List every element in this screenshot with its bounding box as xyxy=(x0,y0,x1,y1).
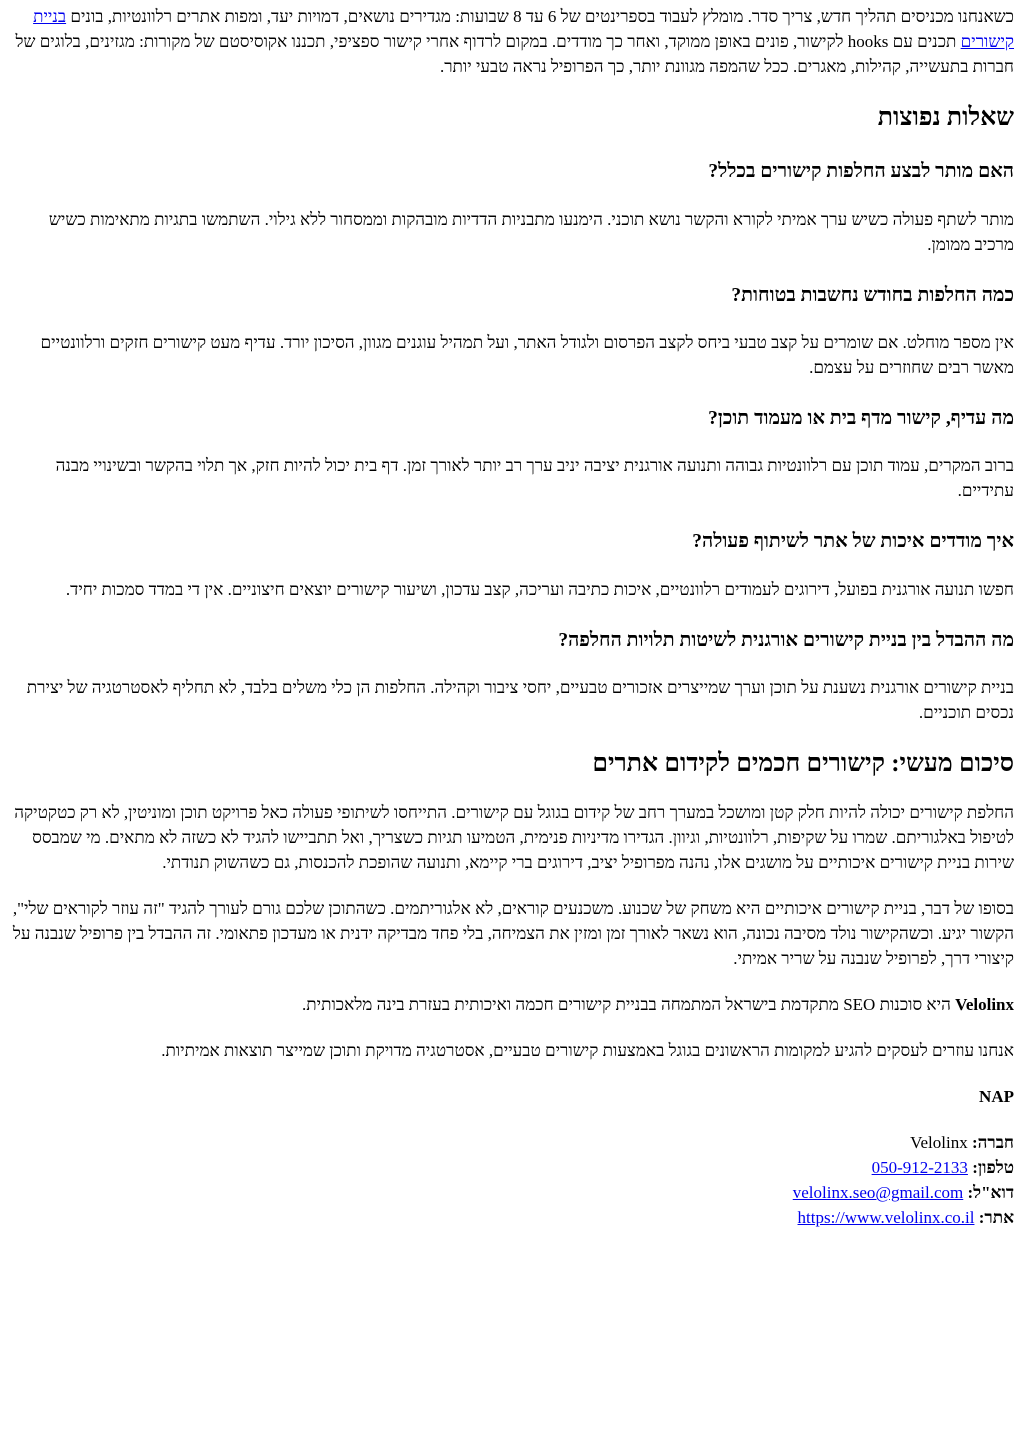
faq-question-4: איך מודדים איכות של אתר לשיתוף פעולה? xyxy=(692,531,1014,553)
contact-block xyxy=(10,1130,1014,1230)
intro-paragraph xyxy=(10,4,1014,79)
faq-answer-5: בניית קישורים אורגנית נשענת על תוכן וערך שמייצרים אזכורים טבעיים, יחסי ציבור וקהילה. החלפות הן כלי משלים בלבד, לא תחליף לאסטרטגיה של יצירת נכסים תוכניים. xyxy=(26,677,1014,722)
company-value: Velolinx xyxy=(910,1133,968,1153)
faq-question-2: כמה החלפות בחודש נחשבות בטוחות? xyxy=(731,284,1014,306)
intro-text-after: תכנים עם hooks לקישור, פונים באופן ממוקד, ואחר כך מודדים. במקום לרדוף אחרי קישור ספציפי, תכננו אקוסיסטם של מקורות: מגזינים, בלוגים של חברות בתעשייה, קהילות, מאגרים. ככל שהמפה מגוונת יותר, כך הפרופיל נראה טבעי יותר. xyxy=(15,32,1014,76)
summary-paragraph-1: החלפת קישורים יכולה להיות חלק קטן ומושכל במערך רחב של קידום בגוגל עם קישורים. התייחסו לשיתופי פעולה כאל פרויקט תוכן ומוניטין, לא רק כטקטיקה לטיפול באלגוריתם. שמרו על שקיפות, רלוונטיות, וגיוון. הגדירו מדיניות פנימית, הטמיעו תגיות כשצריך, ואל תתביישו להגיד לא כשזה לא מתאים. מי שמבסס שירות בניית קישורים איכותיים על מושגים אלו, נהנה מפרופיל יציב, דירוגים ברי קיימא, ותנועה שהופכת להכנסות, גם כשהשוק תנודתי. xyxy=(14,803,1014,873)
faq-question-5: מה ההבדל בין בניית קישורים אורגנית לשיטות תלויות החלפה? xyxy=(558,629,1014,651)
summary-paragraph-2: בסופו של דבר, בניית קישורים איכותיים היא משחק של שכנוע. משכנעים קוראים, לא אלגוריתמים. כשהתוכן שלכם גורם לעורך להגיד "זה עוזר לקוראים שלי", הקשור יגיע. וכשהקישור נולד מסיבה נכונה, הוא נשאר לאורך זמן ומזין את הצמיחה, בלי פחד מבדיקה ידנית או מעדכון פתאומי. זה ההבדל בין פרופיל שנבנה על קיצורי דרך, לפרופיל שנבנה על שריר אמיתי. xyxy=(12,899,1014,969)
company-label: חברה: xyxy=(971,1133,1014,1153)
link-building-link[interactable]: בניית קישורים xyxy=(33,7,1014,51)
faq-answer-1: מותר לשתף פעולה כשיש ערך אמיתי לקורא והקשר נושא תוכני. הימנעו מתבניות הדדיות מובהקות וממסחור ללא גילוי. השתמשו בתגיות מתאימות כשיש מרכיב ממומן. xyxy=(48,209,1014,254)
website-link[interactable]: https://www.velolinx.co.il xyxy=(797,1208,975,1228)
closing-paragraph: אנחנו עוזרים לעסקים להגיע למקומות הראשונים בגוגל באמצעות קישורים טבעיים, אסטרטגיה מדויקת ותוכן שמייצר תוצאות אמיתיות. xyxy=(161,1041,1014,1061)
faq-question-1: האם מותר לבצע החלפות קישורים בכלל? xyxy=(708,161,1014,183)
brand-name: Velolinx xyxy=(955,995,1014,1015)
website-line xyxy=(10,1205,1014,1230)
faq-answer-2: אין מספר מוחלט. אם שומרים על קצב טבעי ביחס לקצב הפרסום ולגודל האתר, ועל תמהיל עוגנים מגוון, הסיכון יורד. עדיף מעט קישורים חזקים ורלוונטיים מאשר רבים שחוזרים על עצמם. xyxy=(40,332,1014,377)
phone-line xyxy=(10,1155,1014,1180)
company-line xyxy=(10,1130,1014,1155)
intro-text-before: כשאנחנו מכניסים תהליך חדש, צריך סדר. מומלץ לעבוד בספרינטים של 6 עד 8 שבועות: מגדירים נושאים, דמויות יעד, ומפות אתרים רלוונטיות, בונים xyxy=(66,7,1014,26)
faq-answer-3: ברוב המקרים, עמוד תוכן עם רלוונטיות גבוהה ותנועה אורגנית יציבה יניב ערך רב יותר לאורך זמן. דף בית יכול להיות חזק, אך תלוי בהקשר ובשינויי מבנה עתידיים. xyxy=(55,456,1014,501)
email-line xyxy=(10,1180,1014,1205)
faq-heading: שאלות נפוצות xyxy=(877,104,1014,131)
phone-label: טלפון: xyxy=(972,1158,1014,1178)
website-label: אתר: xyxy=(978,1208,1014,1228)
email-link[interactable]: velolinx.seo@gmail.com xyxy=(792,1183,964,1203)
about-paragraph xyxy=(10,992,1014,1017)
phone-link[interactable]: 050-912-2133 xyxy=(871,1158,968,1178)
faq-answer-4: חפשו תנועה אורגנית בפועל, דירוגים לעמודים רלוונטיים, איכות כתיבה ועריכה, קצב עדכון, ושיעור קישורים יוצאים חיצוניים. אין די במדד סמכות יחיד. xyxy=(65,579,1014,599)
summary-heading: סיכום מעשי: קישורים חכמים לקידום אתרים xyxy=(592,749,1014,777)
nap-heading: NAP xyxy=(979,1087,1014,1107)
faq-question-3: מה עדיף, קישור מדף בית או מעמוד תוכן? xyxy=(708,407,1014,429)
email-label: דוא"ל: xyxy=(967,1183,1014,1203)
about-text: היא סוכנות SEO מתקדמת בישראל המתמחה בבניית קישורים חכמה ואיכותית בעזרת בינה מלאכותית. xyxy=(302,995,956,1015)
